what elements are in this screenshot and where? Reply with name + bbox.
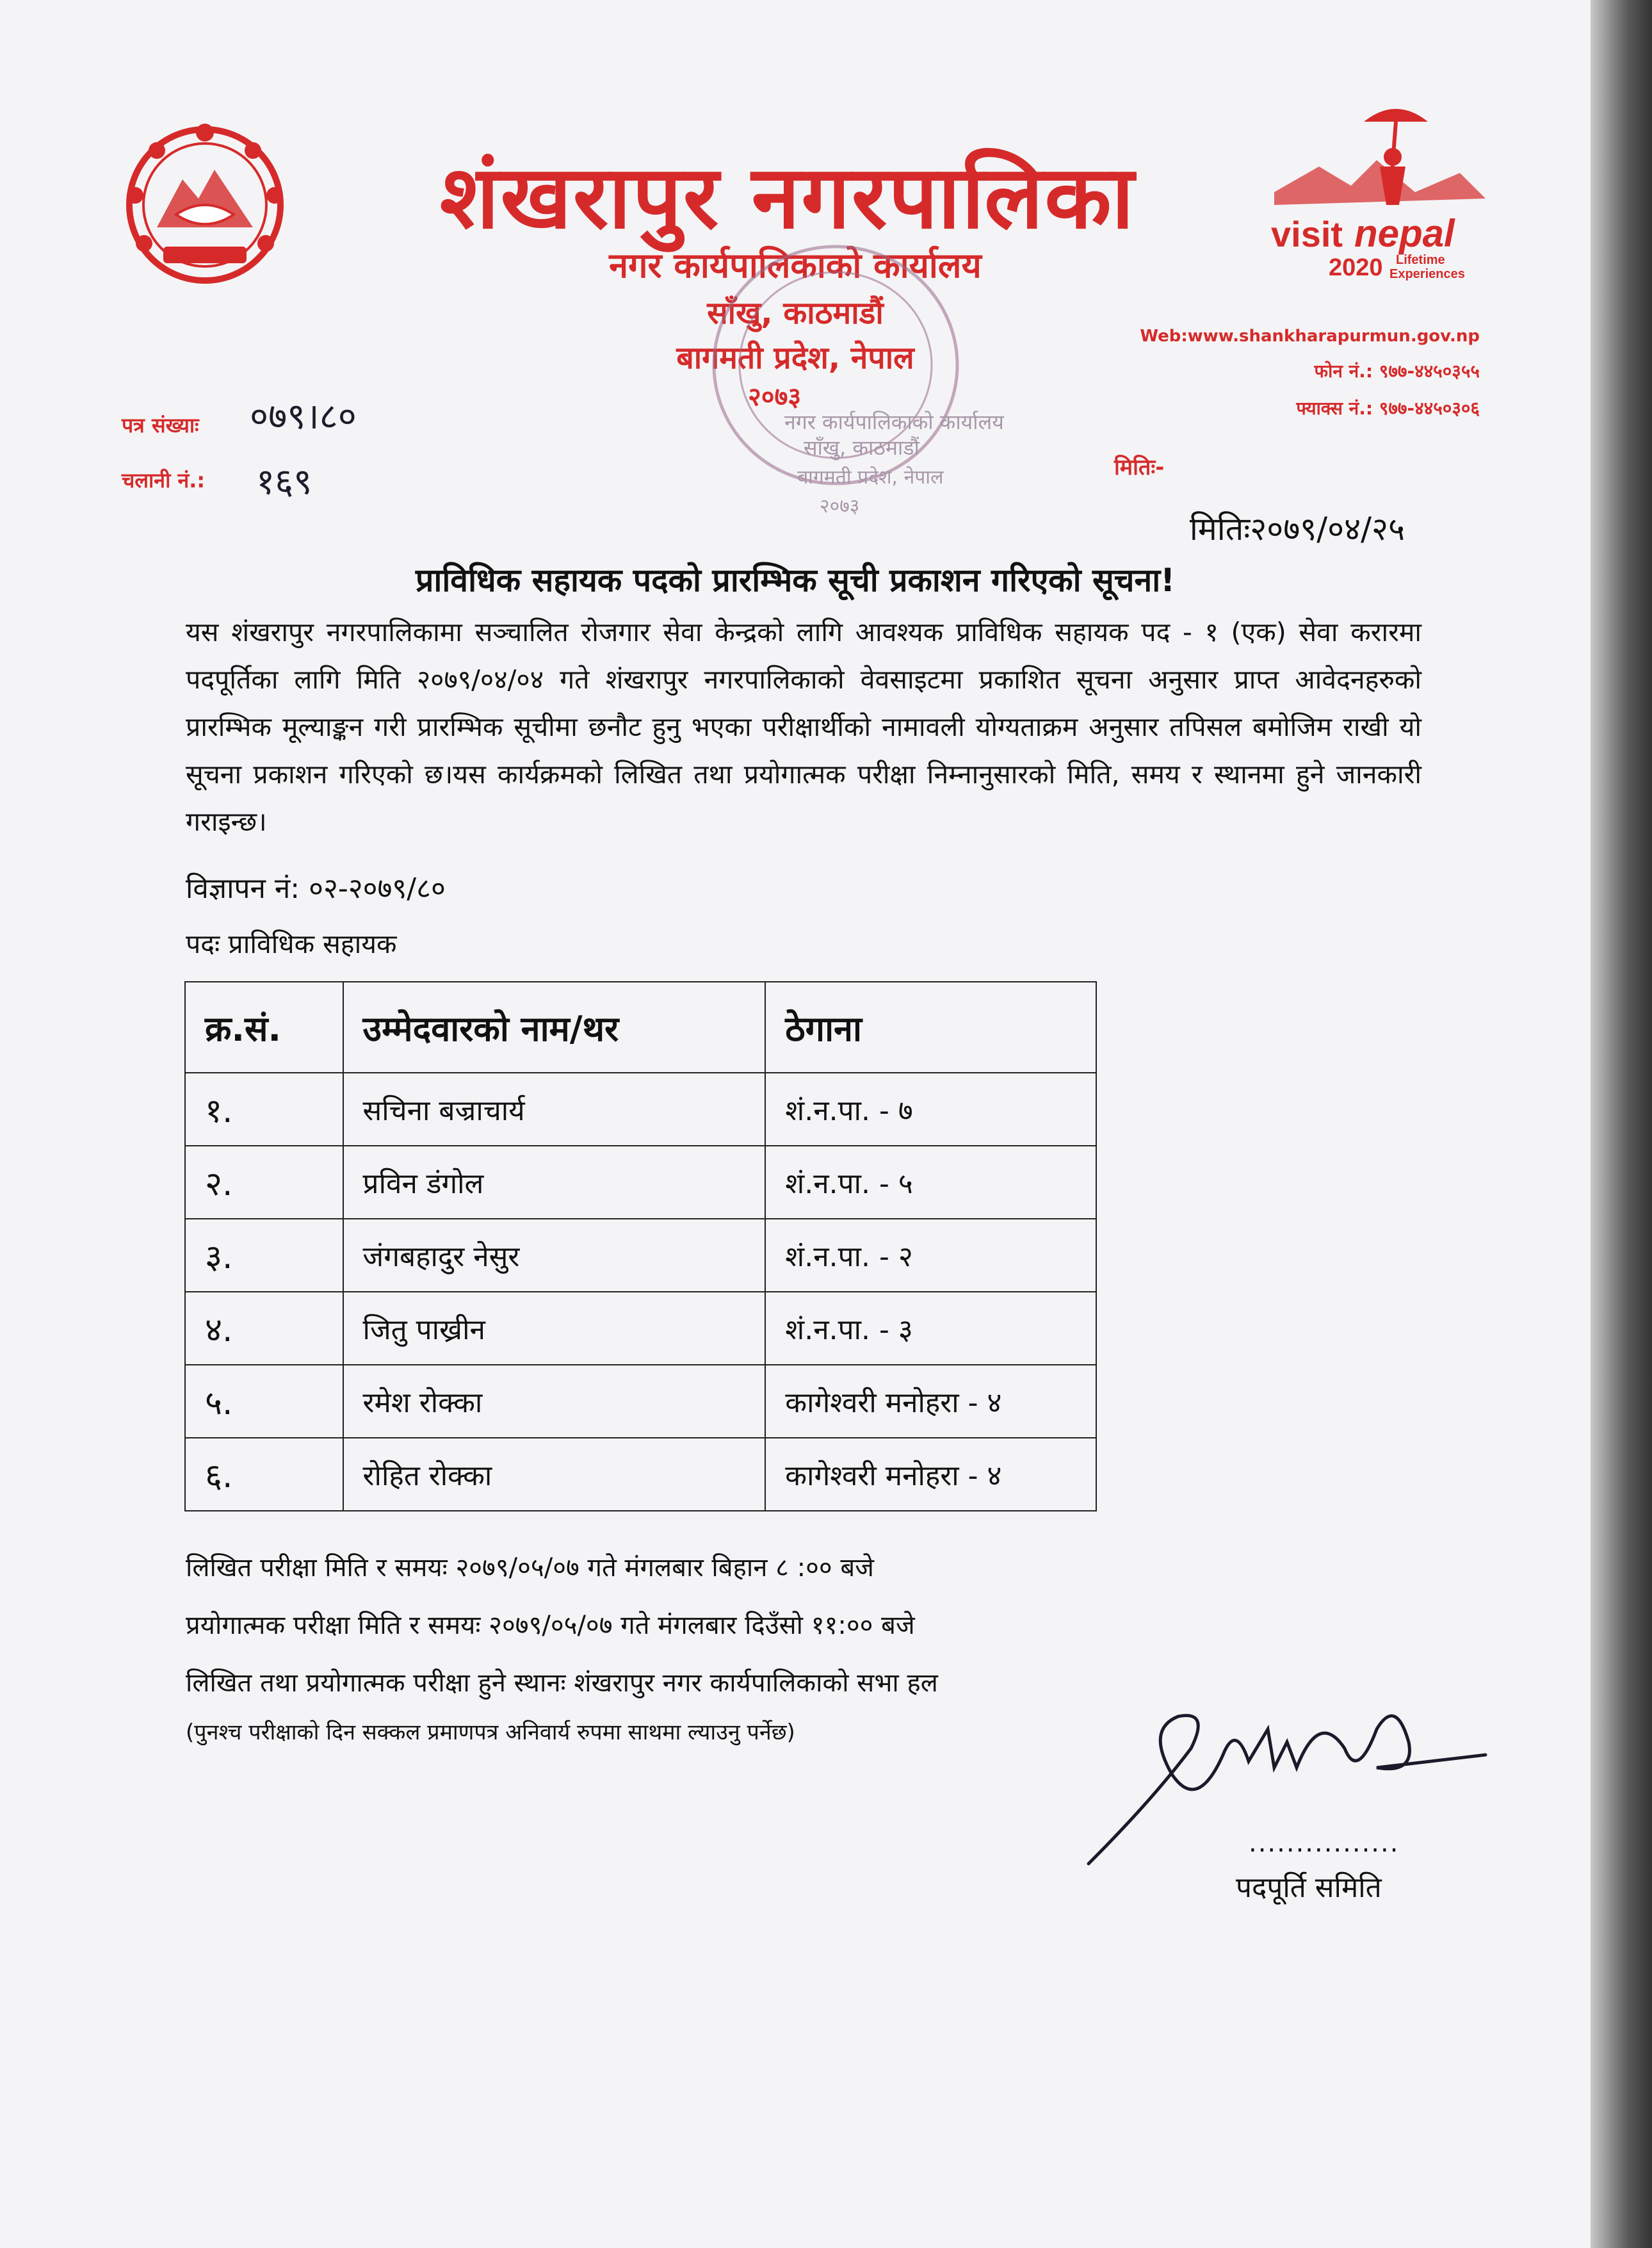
- visit-tagline2: Experiences: [1389, 267, 1465, 281]
- office-stamp-icon: [701, 231, 1004, 532]
- visit-word: visit: [1271, 214, 1343, 254]
- municipality-name: शंखरापुर नगरपालिका: [439, 147, 1136, 248]
- exam-venue-line: लिखित तथा प्रयोगात्मक परीक्षा हुने स्थानः शंखरापुर नगर कार्यपालिकाको सभा हल: [186, 1668, 938, 1698]
- table-row: [185, 1073, 1096, 1146]
- table-row: [185, 1219, 1096, 1292]
- website-link[interactable]: Web:www.shankharapurmun.gov.np: [1140, 327, 1480, 346]
- stamp-line4: २०७३: [820, 495, 860, 517]
- row-name: सचिना बज्राचार्य: [343, 1073, 766, 1146]
- row-address: कागेश्वरी मनोहरा - ४: [765, 1438, 1096, 1511]
- table-row: [185, 1365, 1096, 1438]
- miti-label: मितिः-: [1114, 455, 1165, 480]
- header-address: ठेगाना: [765, 982, 1096, 1073]
- row-name: जितु पाख्रीन: [343, 1292, 766, 1365]
- practical-exam-line: प्रयोगात्मक परीक्षा मिति र समयः २०७९/०५/०७ गते मंगलबार दिउँसो ११:०० बजे: [186, 1611, 915, 1640]
- stamp-line3: बागमती प्रदेश, नेपाल: [797, 466, 944, 489]
- row-address: शं.न.पा. - ५: [765, 1146, 1096, 1219]
- row-address: शं.न.पा. - ७: [765, 1073, 1096, 1146]
- candidates-table: [184, 981, 1097, 1511]
- header-name: उम्मेदवारको नाम/थर: [343, 982, 766, 1073]
- patra-label: पत्र संख्याः: [122, 413, 199, 437]
- row-serial: १.: [185, 1073, 343, 1146]
- row-serial: २.: [185, 1146, 343, 1219]
- table-row: [185, 1438, 1096, 1511]
- written-exam-line: लिखित परीक्षा मिति र समयः २०७९/०५/०७ गते मंगलबार बिहान ८ :०० बजे: [186, 1553, 874, 1583]
- advert-number: विज्ञापन नं: ०२-२०७९/८०: [186, 872, 446, 905]
- header-serial: क्र.सं.: [185, 982, 343, 1073]
- row-name: रमेश रोक्का: [343, 1365, 766, 1438]
- stamp-line1: नगर कार्यपालिकाको कार्यालय: [784, 410, 1004, 434]
- established-year: २०७३: [748, 382, 802, 412]
- committee-name: पदपूर्ति समिति: [1236, 1871, 1382, 1904]
- scan-edge-shadow: [1591, 0, 1652, 2248]
- visit-year: 2020: [1329, 254, 1383, 281]
- row-address: शं.न.पा. - ३: [765, 1292, 1096, 1365]
- address-line1: साँखु, काठमाडौं: [707, 295, 884, 331]
- visit-tagline1: Lifetime: [1396, 253, 1445, 267]
- visit-nepal-logo-icon: [1268, 96, 1498, 282]
- exam-note: (पुनश्च परीक्षाको दिन सक्कल प्रमाणपत्र अनिवार्य रुपमा साथमा ल्याउनु पर्नेछ): [186, 1720, 795, 1745]
- row-name: प्रविन डंगोल: [343, 1146, 766, 1219]
- patra-value: ०७९।८०: [250, 396, 357, 437]
- row-serial: ५.: [185, 1365, 343, 1438]
- table-header-row: [185, 982, 1096, 1073]
- phone-number: फोन नं.: ९७७-४४५०३५५: [1314, 361, 1480, 382]
- letter-date: मितिः२०७९/०४/२५: [1189, 510, 1405, 548]
- chalani-value: १६९: [256, 461, 312, 503]
- address-line2: बागमती प्रदेश, नेपाल: [676, 340, 914, 376]
- row-serial: ३.: [185, 1219, 343, 1292]
- post-name: पदः प्राविधिक सहायक: [186, 929, 397, 959]
- row-serial: ४.: [185, 1292, 343, 1365]
- fax-number: फ्याक्स नं.: ९७७-४४५०३०६: [1296, 398, 1480, 419]
- stamp-line2: साँखु, काठमाडौं: [804, 436, 919, 460]
- notice-title: प्राविधिक सहायक पदको प्रारम्भिक सूची प्रकाशन गरिएको सूचना!: [415, 562, 1176, 599]
- row-name: जंगबहादुर नेसुर: [343, 1219, 766, 1292]
- chalani-label: चलानी नं.:: [122, 468, 206, 493]
- row-name: रोहित रोक्का: [343, 1438, 766, 1511]
- nepal-word: nepal: [1354, 212, 1455, 255]
- table-row: [185, 1292, 1096, 1365]
- row-serial: ६.: [185, 1438, 343, 1511]
- row-address: शं.न.पा. - २: [765, 1219, 1096, 1292]
- table-row: [185, 1146, 1096, 1219]
- row-address: कागेश्वरी मनोहरा - ४: [765, 1365, 1096, 1438]
- notice-body: यस शंखरापुर नगरपालिकामा सञ्चालित रोजगार सेवा केन्द्रको लागि आवश्यक प्राविधिक सहायक पद - १ (एक) सेवा करारमा पदपूर्तिका लागि मिति २०७९/०४/०४ गते शंखरापुर नगरपालिकाको वेवसाइटमा प्रकाशित सूचना अनुसार प्राप्त आवेदनहरुको प्रारम्भिक मूल्याङ्कन गरी प्रारम्भिक सूचीमा छनौट हुनु भएका परीक्षार्थीको नामावली योग्यताक्रम अनुसार तपिसल बमोजिम राखी यो सूचना प्रकाशन गरिएको छ।यस कार्यक्रमको लिखित तथा प्रयोगात्मक परीक्षा निम्नानुसारको मिति, समय र स्थानमा हुने जानकारी गराइन्छ।: [186, 617, 1421, 837]
- office-name: नगर कार्यपालिकाको कार्यालय: [609, 245, 982, 286]
- signature-dots: ................: [1249, 1829, 1400, 1858]
